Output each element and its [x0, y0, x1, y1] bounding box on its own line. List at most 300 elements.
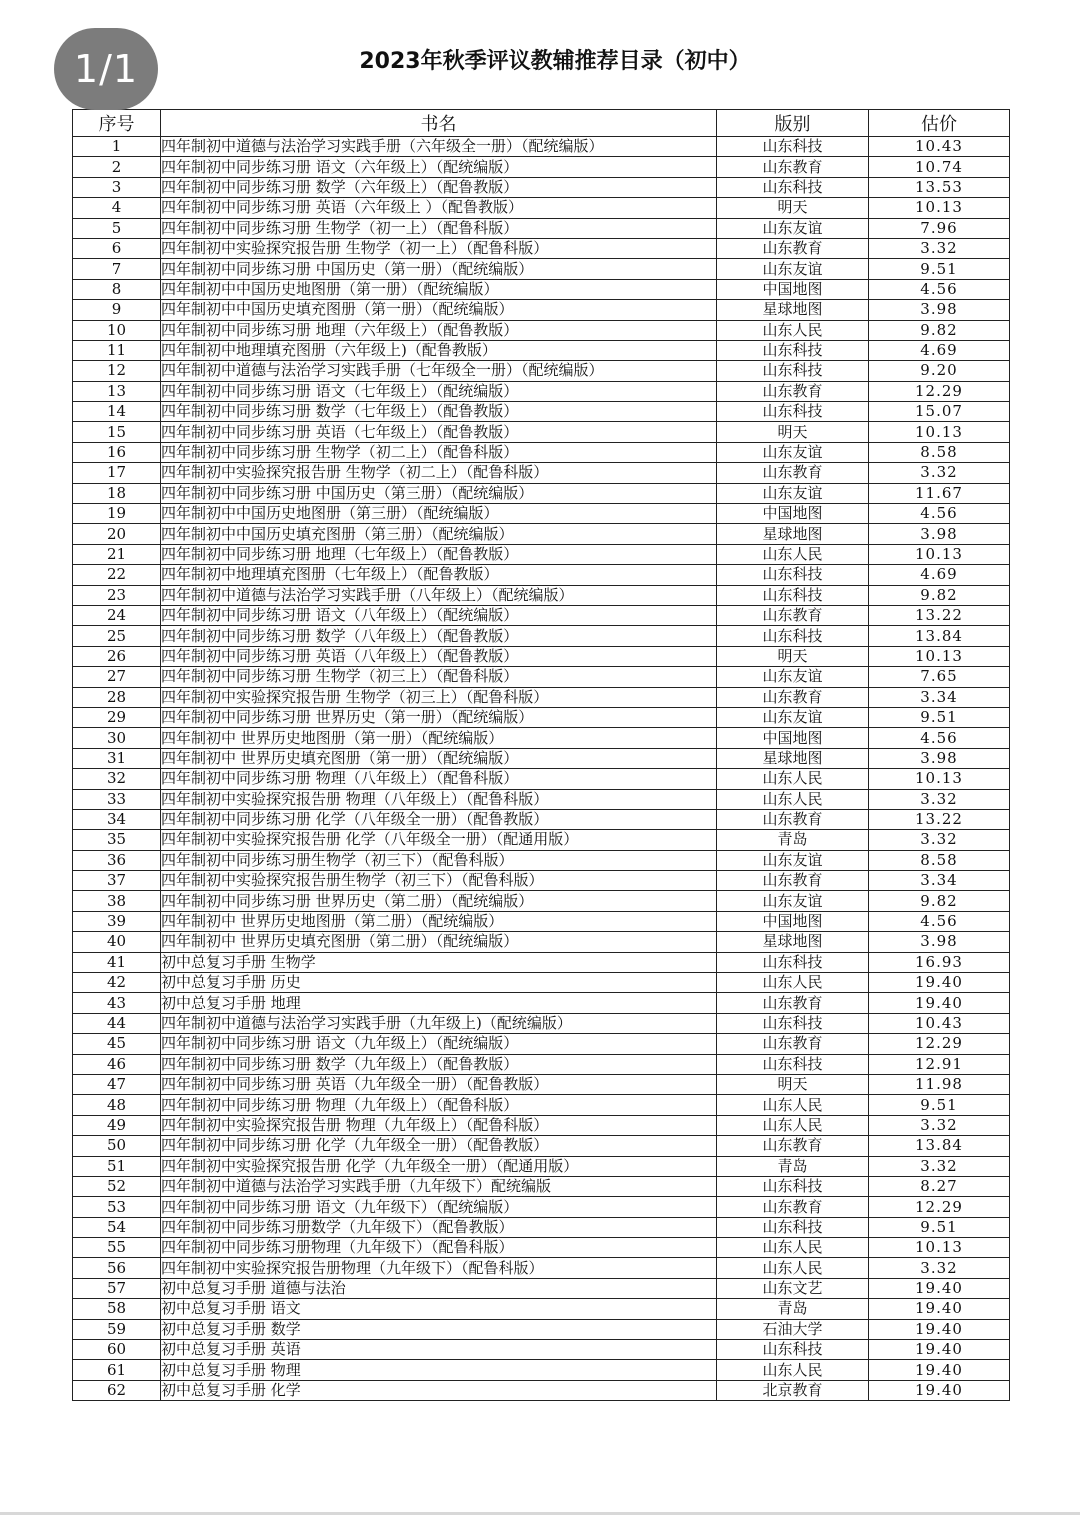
publisher: 山东科技 [717, 1217, 869, 1237]
publisher: 中国地图 [717, 504, 869, 524]
row-number: 23 [73, 585, 161, 605]
header-no: 序号 [73, 110, 161, 137]
price: 19.40 [869, 1380, 1010, 1400]
publisher: 山东友谊 [717, 483, 869, 503]
row-number: 29 [73, 707, 161, 727]
table-row [73, 769, 1010, 789]
publisher: 山东科技 [717, 626, 869, 646]
book-title: 四年制初中同步练习册 语文（九年级上）（配统编版） [161, 1034, 717, 1054]
book-title: 四年制初中实验探究报告册生物学（初三下）（配鲁科版） [161, 871, 717, 891]
price: 9.82 [869, 891, 1010, 911]
publisher: 山东教育 [717, 871, 869, 891]
row-number: 26 [73, 646, 161, 666]
price: 3.98 [869, 932, 1010, 952]
price: 13.22 [869, 605, 1010, 625]
row-number: 48 [73, 1095, 161, 1115]
row-number: 44 [73, 1013, 161, 1033]
book-title: 四年制初中同步练习册 语文（七年级上）（配统编版） [161, 381, 717, 401]
book-title: 初中总复习手册 道德与法治 [161, 1278, 717, 1298]
row-number: 47 [73, 1074, 161, 1094]
price: 19.40 [869, 1340, 1010, 1360]
price: 3.32 [869, 238, 1010, 258]
row-number: 61 [73, 1360, 161, 1380]
table-row [73, 1115, 1010, 1135]
row-number: 43 [73, 993, 161, 1013]
publisher: 山东人民 [717, 1095, 869, 1115]
publisher: 山东科技 [717, 137, 869, 157]
book-title: 四年制初中同步练习册 英语（六年级上 ）（配鲁教版） [161, 198, 717, 218]
book-title: 四年制初中道德与法治学习实践手册（七年级全一册）（配统编版） [161, 361, 717, 381]
book-title: 四年制初中地理填充图册（七年级上）（配鲁教版） [161, 565, 717, 585]
table-row [73, 1278, 1010, 1298]
table-row [73, 320, 1010, 340]
price: 3.32 [869, 789, 1010, 809]
table-row [73, 177, 1010, 197]
book-title: 四年制初中中国历史填充图册（第三册）（配统编版） [161, 524, 717, 544]
book-title: 四年制初中同步练习册物理（九年级下）（配鲁科版） [161, 1238, 717, 1258]
row-number: 56 [73, 1258, 161, 1278]
book-title: 四年制初中实验探究报告册 生物学（初一上）（配鲁科版） [161, 238, 717, 258]
table-header [73, 110, 1010, 137]
row-number: 25 [73, 626, 161, 646]
price: 12.29 [869, 381, 1010, 401]
table-row [73, 565, 1010, 585]
publisher: 明天 [717, 1074, 869, 1094]
publisher: 中国地图 [717, 728, 869, 748]
publisher: 山东友谊 [717, 707, 869, 727]
price: 9.82 [869, 585, 1010, 605]
publisher: 星球地图 [717, 932, 869, 952]
row-number: 37 [73, 871, 161, 891]
book-title: 四年制初中实验探究报告册 物理（八年级上）（配鲁科版） [161, 789, 717, 809]
header-row [73, 110, 1010, 137]
book-title: 初中总复习手册 数学 [161, 1319, 717, 1339]
book-title: 四年制初中同步练习册 世界历史（第一册）（配统编版） [161, 707, 717, 727]
row-number: 28 [73, 687, 161, 707]
price: 19.40 [869, 1299, 1010, 1319]
row-number: 12 [73, 361, 161, 381]
book-title: 四年制初中同步练习册 语文（八年级上）（配统编版） [161, 605, 717, 625]
publisher: 山东人民 [717, 320, 869, 340]
book-title: 初中总复习手册 物理 [161, 1360, 717, 1380]
row-number: 30 [73, 728, 161, 748]
price: 3.32 [869, 830, 1010, 850]
book-title: 四年制初中实验探究报告册物理（九年级下）（配鲁科版） [161, 1258, 717, 1278]
row-number: 4 [73, 198, 161, 218]
book-title: 四年制初中道德与法治学习实践手册（八年级上）（配统编版） [161, 585, 717, 605]
price: 7.65 [869, 667, 1010, 687]
header-name: 书名 [161, 110, 717, 137]
row-number: 41 [73, 952, 161, 972]
row-number: 55 [73, 1238, 161, 1258]
price: 10.13 [869, 544, 1010, 564]
book-title: 四年制初中同步练习册 化学（八年级全一册）（配鲁教版） [161, 809, 717, 829]
book-title: 四年制初中实验探究报告册 生物学（初二上）（配鲁科版） [161, 463, 717, 483]
book-title: 四年制初中同步练习册 语文（九年级下）（配统编版） [161, 1197, 717, 1217]
price: 12.91 [869, 1054, 1010, 1074]
row-number: 27 [73, 667, 161, 687]
price: 12.29 [869, 1197, 1010, 1217]
row-number: 19 [73, 504, 161, 524]
price: 15.07 [869, 402, 1010, 422]
price: 3.32 [869, 1115, 1010, 1135]
price: 10.13 [869, 769, 1010, 789]
price: 3.98 [869, 524, 1010, 544]
book-title: 初中总复习手册 英语 [161, 1340, 717, 1360]
table-row [73, 422, 1010, 442]
publisher: 山东教育 [717, 809, 869, 829]
table-row [73, 157, 1010, 177]
book-title: 四年制初中同步练习册 地理（六年级上）（配鲁教版） [161, 320, 717, 340]
table-row [73, 687, 1010, 707]
price: 4.56 [869, 728, 1010, 748]
row-number: 9 [73, 300, 161, 320]
row-number: 3 [73, 177, 161, 197]
book-title: 四年制初中 世界历史填充图册（第二册）（配统编版） [161, 932, 717, 952]
book-title: 初中总复习手册 语文 [161, 1299, 717, 1319]
book-title: 四年制初中实验探究报告册 生物学（初三上）（配鲁科版） [161, 687, 717, 707]
book-title: 初中总复习手册 地理 [161, 993, 717, 1013]
table-row [73, 1034, 1010, 1054]
book-title: 四年制初中同步练习册数学（九年级下）（配鲁教版） [161, 1217, 717, 1237]
table-row [73, 707, 1010, 727]
book-title: 四年制初中同步练习册 地理（七年级上）（配鲁教版） [161, 544, 717, 564]
price: 13.84 [869, 626, 1010, 646]
row-number: 38 [73, 891, 161, 911]
publisher: 青岛 [717, 830, 869, 850]
price: 10.13 [869, 1238, 1010, 1258]
price: 3.98 [869, 300, 1010, 320]
table-row [73, 279, 1010, 299]
price: 4.69 [869, 565, 1010, 585]
row-number: 57 [73, 1278, 161, 1298]
publisher: 中国地图 [717, 911, 869, 931]
row-number: 51 [73, 1156, 161, 1176]
row-number: 7 [73, 259, 161, 279]
publisher: 石油大学 [717, 1319, 869, 1339]
book-title: 四年制初中同步练习册 中国历史（第三册）（配统编版） [161, 483, 717, 503]
row-number: 39 [73, 911, 161, 931]
price: 3.34 [869, 687, 1010, 707]
row-number: 22 [73, 565, 161, 585]
publisher: 山东文艺 [717, 1278, 869, 1298]
row-number: 11 [73, 340, 161, 360]
price: 13.53 [869, 177, 1010, 197]
row-number: 45 [73, 1034, 161, 1054]
row-number: 54 [73, 1217, 161, 1237]
row-number: 40 [73, 932, 161, 952]
price: 9.51 [869, 1095, 1010, 1115]
book-title: 四年制初中同步练习册 物理（九年级上）（配鲁科版） [161, 1095, 717, 1115]
publisher: 山东科技 [717, 361, 869, 381]
table-body [73, 137, 1010, 1401]
book-title: 四年制初中实验探究报告册 物理（九年级上）（配鲁科版） [161, 1115, 717, 1135]
row-number: 46 [73, 1054, 161, 1074]
price: 11.67 [869, 483, 1010, 503]
book-title: 四年制初中同步练习册 生物学（初一上）（配鲁科版） [161, 218, 717, 238]
table-row [73, 952, 1010, 972]
book-title: 四年制初中同步练习册 化学（九年级全一册）（配鲁教版） [161, 1136, 717, 1156]
price: 9.82 [869, 320, 1010, 340]
table-row [73, 1340, 1010, 1360]
table-row [73, 1095, 1010, 1115]
table-row [73, 524, 1010, 544]
table-row [73, 504, 1010, 524]
book-title: 四年制初中同步练习册 数学（六年级上）（配鲁教版） [161, 177, 717, 197]
catalog-table [72, 109, 1010, 1401]
price: 10.74 [869, 157, 1010, 177]
book-title: 四年制初中 世界历史地图册（第二册）（配统编版） [161, 911, 717, 931]
price: 4.56 [869, 504, 1010, 524]
table-row [73, 1217, 1010, 1237]
price: 8.58 [869, 442, 1010, 462]
row-number: 13 [73, 381, 161, 401]
publisher: 山东教育 [717, 381, 869, 401]
row-number: 31 [73, 748, 161, 768]
row-number: 20 [73, 524, 161, 544]
publisher: 山东科技 [717, 565, 869, 585]
price: 16.93 [869, 952, 1010, 972]
row-number: 32 [73, 769, 161, 789]
publisher: 山东友谊 [717, 891, 869, 911]
publisher: 山东科技 [717, 177, 869, 197]
table-row [73, 544, 1010, 564]
price: 4.56 [869, 279, 1010, 299]
price: 19.40 [869, 993, 1010, 1013]
price: 7.96 [869, 218, 1010, 238]
table-row [73, 300, 1010, 320]
publisher: 山东教育 [717, 605, 869, 625]
table-row [73, 932, 1010, 952]
price: 3.32 [869, 1258, 1010, 1278]
publisher: 山东科技 [717, 1176, 869, 1196]
row-number: 42 [73, 973, 161, 993]
row-number: 17 [73, 463, 161, 483]
publisher: 中国地图 [717, 279, 869, 299]
publisher: 星球地图 [717, 748, 869, 768]
publisher: 山东教育 [717, 1136, 869, 1156]
book-title: 四年制初中实验探究报告册 化学（九年级全一册）（配通用版） [161, 1156, 717, 1176]
publisher: 山东友谊 [717, 442, 869, 462]
table-row [73, 911, 1010, 931]
publisher: 山东人民 [717, 973, 869, 993]
publisher: 山东教育 [717, 687, 869, 707]
publisher: 山东友谊 [717, 850, 869, 870]
publisher: 山东友谊 [717, 667, 869, 687]
row-number: 2 [73, 157, 161, 177]
publisher: 青岛 [717, 1156, 869, 1176]
price: 10.13 [869, 646, 1010, 666]
publisher: 山东教育 [717, 993, 869, 1013]
price: 10.43 [869, 1013, 1010, 1033]
publisher: 北京教育 [717, 1380, 869, 1400]
price: 3.32 [869, 1156, 1010, 1176]
book-title: 四年制初中道德与法治学习实践手册（九年级上)（配统编版） [161, 1013, 717, 1033]
price: 4.56 [869, 911, 1010, 931]
table-row [73, 1197, 1010, 1217]
book-title: 四年制初中同步练习册 数学（八年级上）（配鲁教版） [161, 626, 717, 646]
publisher: 山东人民 [717, 1360, 869, 1380]
publisher: 山东人民 [717, 1115, 869, 1135]
price: 9.51 [869, 1217, 1010, 1237]
row-number: 16 [73, 442, 161, 462]
table-row [73, 1319, 1010, 1339]
table-row [73, 850, 1010, 870]
table-row [73, 1136, 1010, 1156]
table-row [73, 993, 1010, 1013]
table-row [73, 402, 1010, 422]
publisher: 明天 [717, 646, 869, 666]
row-number: 6 [73, 238, 161, 258]
price: 10.43 [869, 137, 1010, 157]
table-row [73, 1238, 1010, 1258]
price: 19.40 [869, 1360, 1010, 1380]
row-number: 10 [73, 320, 161, 340]
book-title: 四年制初中同步练习册 数学（九年级上）（配鲁教版） [161, 1054, 717, 1074]
book-title: 四年制初中同步练习册 数学（七年级上）（配鲁教版） [161, 402, 717, 422]
publisher: 山东人民 [717, 1238, 869, 1258]
book-title: 四年制初中同步练习册 英语（七年级上）（配鲁教版） [161, 422, 717, 442]
row-number: 15 [73, 422, 161, 442]
row-number: 60 [73, 1340, 161, 1360]
publisher: 山东教育 [717, 1197, 869, 1217]
price: 3.32 [869, 463, 1010, 483]
row-number: 49 [73, 1115, 161, 1135]
table-row [73, 789, 1010, 809]
table-row [73, 218, 1010, 238]
row-number: 35 [73, 830, 161, 850]
row-number: 53 [73, 1197, 161, 1217]
publisher: 山东科技 [717, 1054, 869, 1074]
table-row [73, 1156, 1010, 1176]
publisher: 山东友谊 [717, 218, 869, 238]
publisher: 山东教育 [717, 238, 869, 258]
table-row [73, 605, 1010, 625]
table-row [73, 891, 1010, 911]
page-indicator: 1/1 [54, 28, 158, 110]
publisher: 山东科技 [717, 952, 869, 972]
price: 11.98 [869, 1074, 1010, 1094]
price: 9.51 [869, 707, 1010, 727]
publisher: 星球地图 [717, 524, 869, 544]
book-title: 四年制初中同步练习册 世界历史（第二册）（配统编版） [161, 891, 717, 911]
price: 12.29 [869, 1034, 1010, 1054]
book-title: 四年制初中实验探究报告册 化学（八年级全一册）（配通用版） [161, 830, 717, 850]
publisher: 山东科技 [717, 340, 869, 360]
row-number: 58 [73, 1299, 161, 1319]
table-row [73, 1258, 1010, 1278]
row-number: 62 [73, 1380, 161, 1400]
publisher: 明天 [717, 198, 869, 218]
book-title: 四年制初中道德与法治学习实践手册（六年级全一册）（配统编版） [161, 137, 717, 157]
table-row [73, 585, 1010, 605]
book-title: 四年制初中 世界历史填充图册（第一册）（配统编版） [161, 748, 717, 768]
table-row [73, 973, 1010, 993]
book-title: 四年制初中中国历史填充图册（第一册）（配统编版） [161, 300, 717, 320]
table-row [73, 1074, 1010, 1094]
table-row [73, 1176, 1010, 1196]
table-row [73, 871, 1010, 891]
publisher: 山东教育 [717, 463, 869, 483]
publisher: 星球地图 [717, 300, 869, 320]
table-row [73, 748, 1010, 768]
row-number: 33 [73, 789, 161, 809]
book-title: 四年制初中同步练习册 语文（六年级上）（配统编版） [161, 157, 717, 177]
price: 13.84 [869, 1136, 1010, 1156]
price: 19.40 [869, 1278, 1010, 1298]
row-number: 50 [73, 1136, 161, 1156]
book-title: 四年制初中同步练习册 中国历史（第一册）（配统编版） [161, 259, 717, 279]
table-row [73, 483, 1010, 503]
row-number: 5 [73, 218, 161, 238]
publisher: 山东科技 [717, 585, 869, 605]
table-row [73, 238, 1010, 258]
book-title: 四年制初中 世界历史地图册（第一册）（配统编版） [161, 728, 717, 748]
publisher: 山东教育 [717, 1034, 869, 1054]
row-number: 1 [73, 137, 161, 157]
table-row [73, 340, 1010, 360]
table-row [73, 626, 1010, 646]
row-number: 21 [73, 544, 161, 564]
table-row [73, 463, 1010, 483]
table-row [73, 646, 1010, 666]
header-edition: 版别 [717, 110, 869, 137]
table-row [73, 381, 1010, 401]
price: 13.22 [869, 809, 1010, 829]
book-title: 四年制初中同步练习册 英语（九年级全一册）（配鲁教版） [161, 1074, 717, 1094]
table-row [73, 1054, 1010, 1074]
publisher: 山东人民 [717, 789, 869, 809]
price: 8.27 [869, 1176, 1010, 1196]
header-price: 估价 [869, 110, 1010, 137]
publisher: 青岛 [717, 1299, 869, 1319]
row-number: 52 [73, 1176, 161, 1196]
table-row [73, 1299, 1010, 1319]
price: 19.40 [869, 973, 1010, 993]
book-title: 四年制初中同步练习册 物理（八年级上）（配鲁科版） [161, 769, 717, 789]
table-row [73, 1360, 1010, 1380]
table-row [73, 137, 1010, 157]
price: 19.40 [869, 1319, 1010, 1339]
table-row [73, 259, 1010, 279]
row-number: 18 [73, 483, 161, 503]
price: 10.13 [869, 198, 1010, 218]
table-row [73, 1380, 1010, 1400]
document-title: 2023年秋季评议教辅推荐目录（初中） [359, 49, 751, 74]
price: 10.13 [869, 422, 1010, 442]
publisher: 山东科技 [717, 1340, 869, 1360]
table-row [73, 1013, 1010, 1033]
table-row [73, 728, 1010, 748]
table-row [73, 198, 1010, 218]
table-row [73, 361, 1010, 381]
publisher: 山东科技 [717, 1013, 869, 1033]
book-title: 四年制初中中国历史地图册（第三册）（配统编版） [161, 504, 717, 524]
publisher: 山东友谊 [717, 259, 869, 279]
publisher: 山东科技 [717, 402, 869, 422]
price: 3.98 [869, 748, 1010, 768]
publisher: 山东人民 [717, 544, 869, 564]
row-number: 24 [73, 605, 161, 625]
row-number: 14 [73, 402, 161, 422]
price: 9.51 [869, 259, 1010, 279]
book-title: 初中总复习手册 生物学 [161, 952, 717, 972]
publisher: 明天 [717, 422, 869, 442]
row-number: 34 [73, 809, 161, 829]
book-title: 四年制初中中国历史地图册（第一册）（配统编版） [161, 279, 717, 299]
row-number: 8 [73, 279, 161, 299]
table-row [73, 809, 1010, 829]
